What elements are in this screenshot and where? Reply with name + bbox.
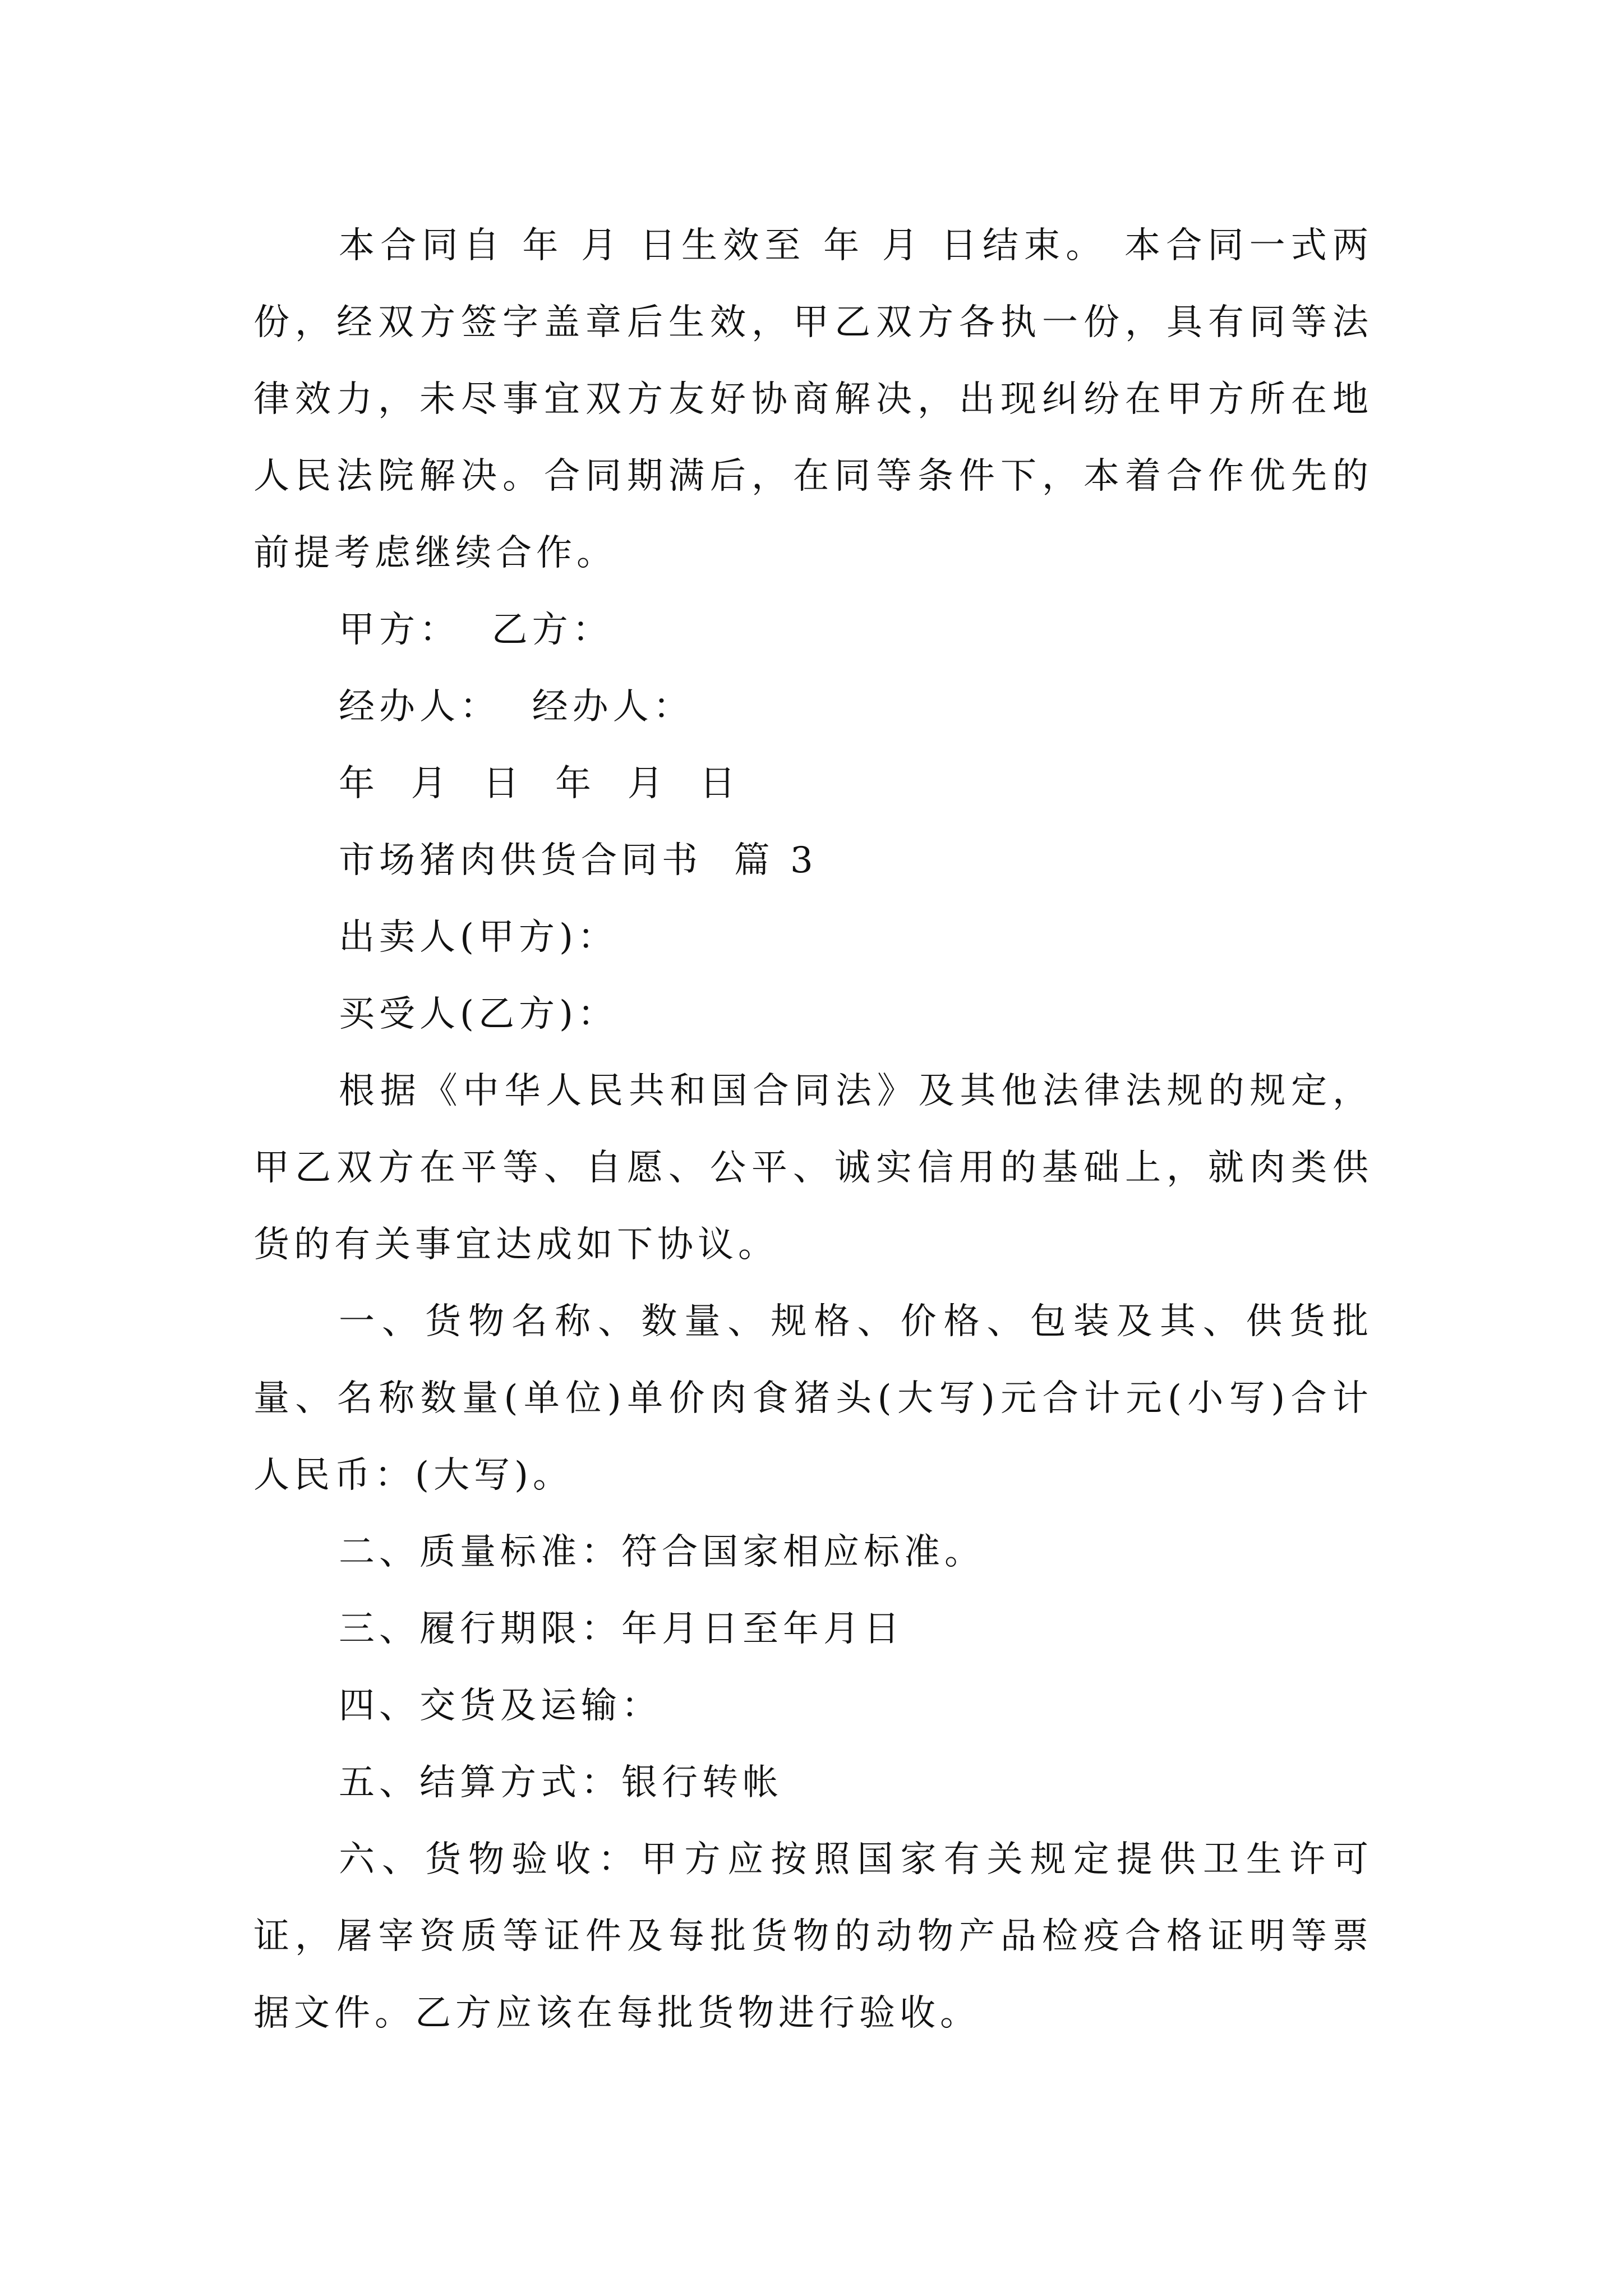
line-parties: 甲方： 乙方： [339,609,613,651]
section-heading: 市场猪肉供货合同书 篇 3 [339,840,818,881]
line-handlers: 经办人： 经办人： [339,686,694,728]
document-body [253,208,1373,2052]
line-clause-4: 四、交货及运输： [339,1685,662,1727]
line-dates: 年 月 日 年 月 日 [339,763,740,804]
paragraph-contract-term: 本合同自 年 月 日生效至 年 月 日结束。 本合同一式两份，经双方签字盖章后生效，甲乙双方各执一份，具有同等法律效力，未尽事宜双方友好协商解决，出现纠纷在甲方所在地人民法院解决。合同期满后，在同等条件下，本着合作优先的前提考虑继续合作。 [253,225,1373,574]
line-clause-2: 二、质量标准：符合国家相应标准。 [339,1531,985,1573]
paragraph-preamble: 根据《中华人民共和国合同法》及其他法律法规的规定，甲乙双方在平等、自愿、公平、诚实信用的基础上，就肉类供货的有关事宜达成如下协议。 [253,1070,1373,1266]
line-clause-5: 五、结算方式：银行转帐 [339,1762,783,1803]
line-clause-3: 三、履行期限：年月日至年月日 [339,1608,904,1650]
paragraph-clause-6: 六、货物验收：甲方应按照国家有关规定提供卫生许可证，屠宰资质等证件及每批货物的动物产品检疫合格证明等票据文件。乙方应该在每批货物进行验收。 [253,1839,1373,2034]
line-buyer: 买受人(乙方)： [339,993,618,1035]
paragraph-clause-1: 一、货物名称、数量、规格、价格、包装及其、供货批量、名称数量(单位)单价肉食猪头(大写)元合计元(小写)合计人民币：(大写)。 [253,1301,1373,1496]
line-seller: 出卖人(甲方)： [339,917,618,958]
